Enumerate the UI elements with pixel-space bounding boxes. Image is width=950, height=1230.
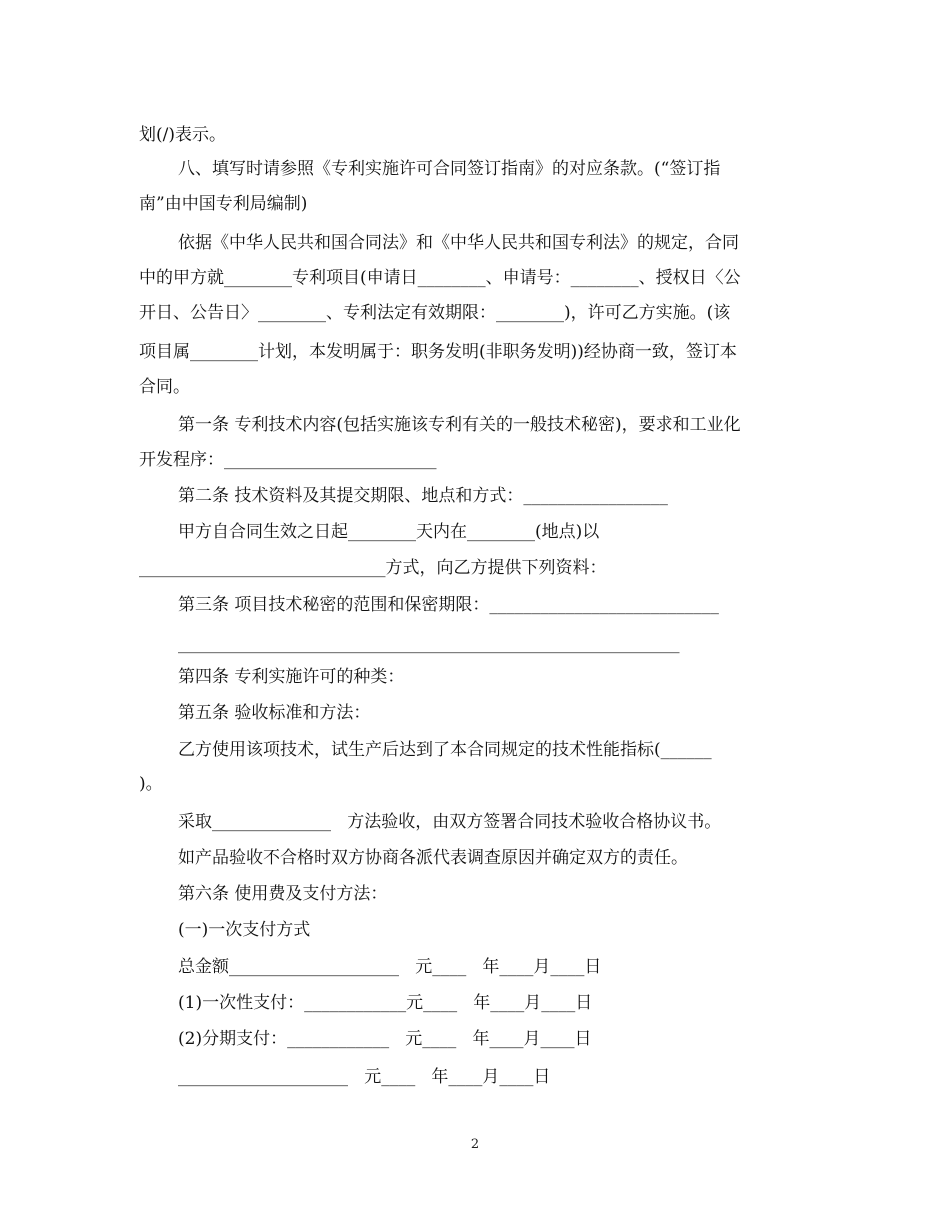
text-line: (1)一次性支付：____________元____ 年____月____日 bbox=[178, 993, 593, 1013]
text-line: 总金额____________________ 元____ 年____月____日 bbox=[178, 957, 602, 977]
text-line: 开发程序：_________________________ bbox=[139, 450, 437, 470]
text-line: 第一条 专利技术内容(包括实施该专利有关的一般技术秘密)，要求和工业化 bbox=[178, 415, 741, 435]
text-line: 第二条 技术资料及其提交期限、地点和方式：_________________ bbox=[178, 486, 668, 506]
text-line: 南”由中国专利局编制) bbox=[139, 194, 308, 214]
text-line: ___________________________________________________________ bbox=[178, 634, 680, 654]
text-line: 第六条 使用费及支付方法： bbox=[178, 884, 388, 904]
text-line: ____________________ 元____ 年____月____日 bbox=[178, 1067, 551, 1087]
text-line: 第三条 项目技术秘密的范围和保密期限：___________________________ bbox=[178, 595, 719, 615]
text-line: 第五条 验收标准和方法： bbox=[178, 703, 371, 723]
page-number: 2 bbox=[470, 1137, 480, 1152]
text-line: (一)一次支付方式 bbox=[178, 920, 311, 940]
text-line: 开日、公告日〉________、专利法定有效期限：________)，许可乙方实施。(该 bbox=[139, 303, 731, 323]
text-line: 划(/)表示。 bbox=[139, 125, 226, 145]
text-line: 合同。 bbox=[139, 377, 190, 397]
text-line: 八、填写时请参照《专利实施许可合同签订指南》的对应条款。(“签订指 bbox=[178, 159, 721, 179]
text-line: 第四条 专利实施许可的种类： bbox=[178, 667, 405, 687]
text-line: 采取______________ 方法验收，由双方签署合同技术验收合格协议书。 bbox=[178, 812, 722, 832]
text-line: (2)分期支付：____________ 元____ 年____月____日 bbox=[178, 1029, 592, 1049]
text-line: _____________________________方式，向乙方提供下列资料： bbox=[139, 558, 607, 578]
text-line: )。 bbox=[139, 774, 163, 794]
text-line: 中的甲方就________专利项目(申请日________、申请号：________、授权日〈公 bbox=[139, 268, 741, 288]
text-line: 项目属________计划，本发明属于：职务发明(非职务发明))经协商一致，签订本 bbox=[139, 342, 737, 362]
text-line: 如产品验收不合格时双方协商各派代表调查原因并确定双方的责任。 bbox=[178, 848, 688, 868]
text-line: 甲方自合同生效之日起________天内在________(地点)以 bbox=[178, 522, 600, 542]
text-line: 依据《中华人民共和国合同法》和《中华人民共和国专利法》的规定，合同 bbox=[178, 233, 739, 253]
text-line: 乙方使用该项技术，试生产后达到了本合同规定的技术性能指标(______ bbox=[178, 740, 712, 760]
